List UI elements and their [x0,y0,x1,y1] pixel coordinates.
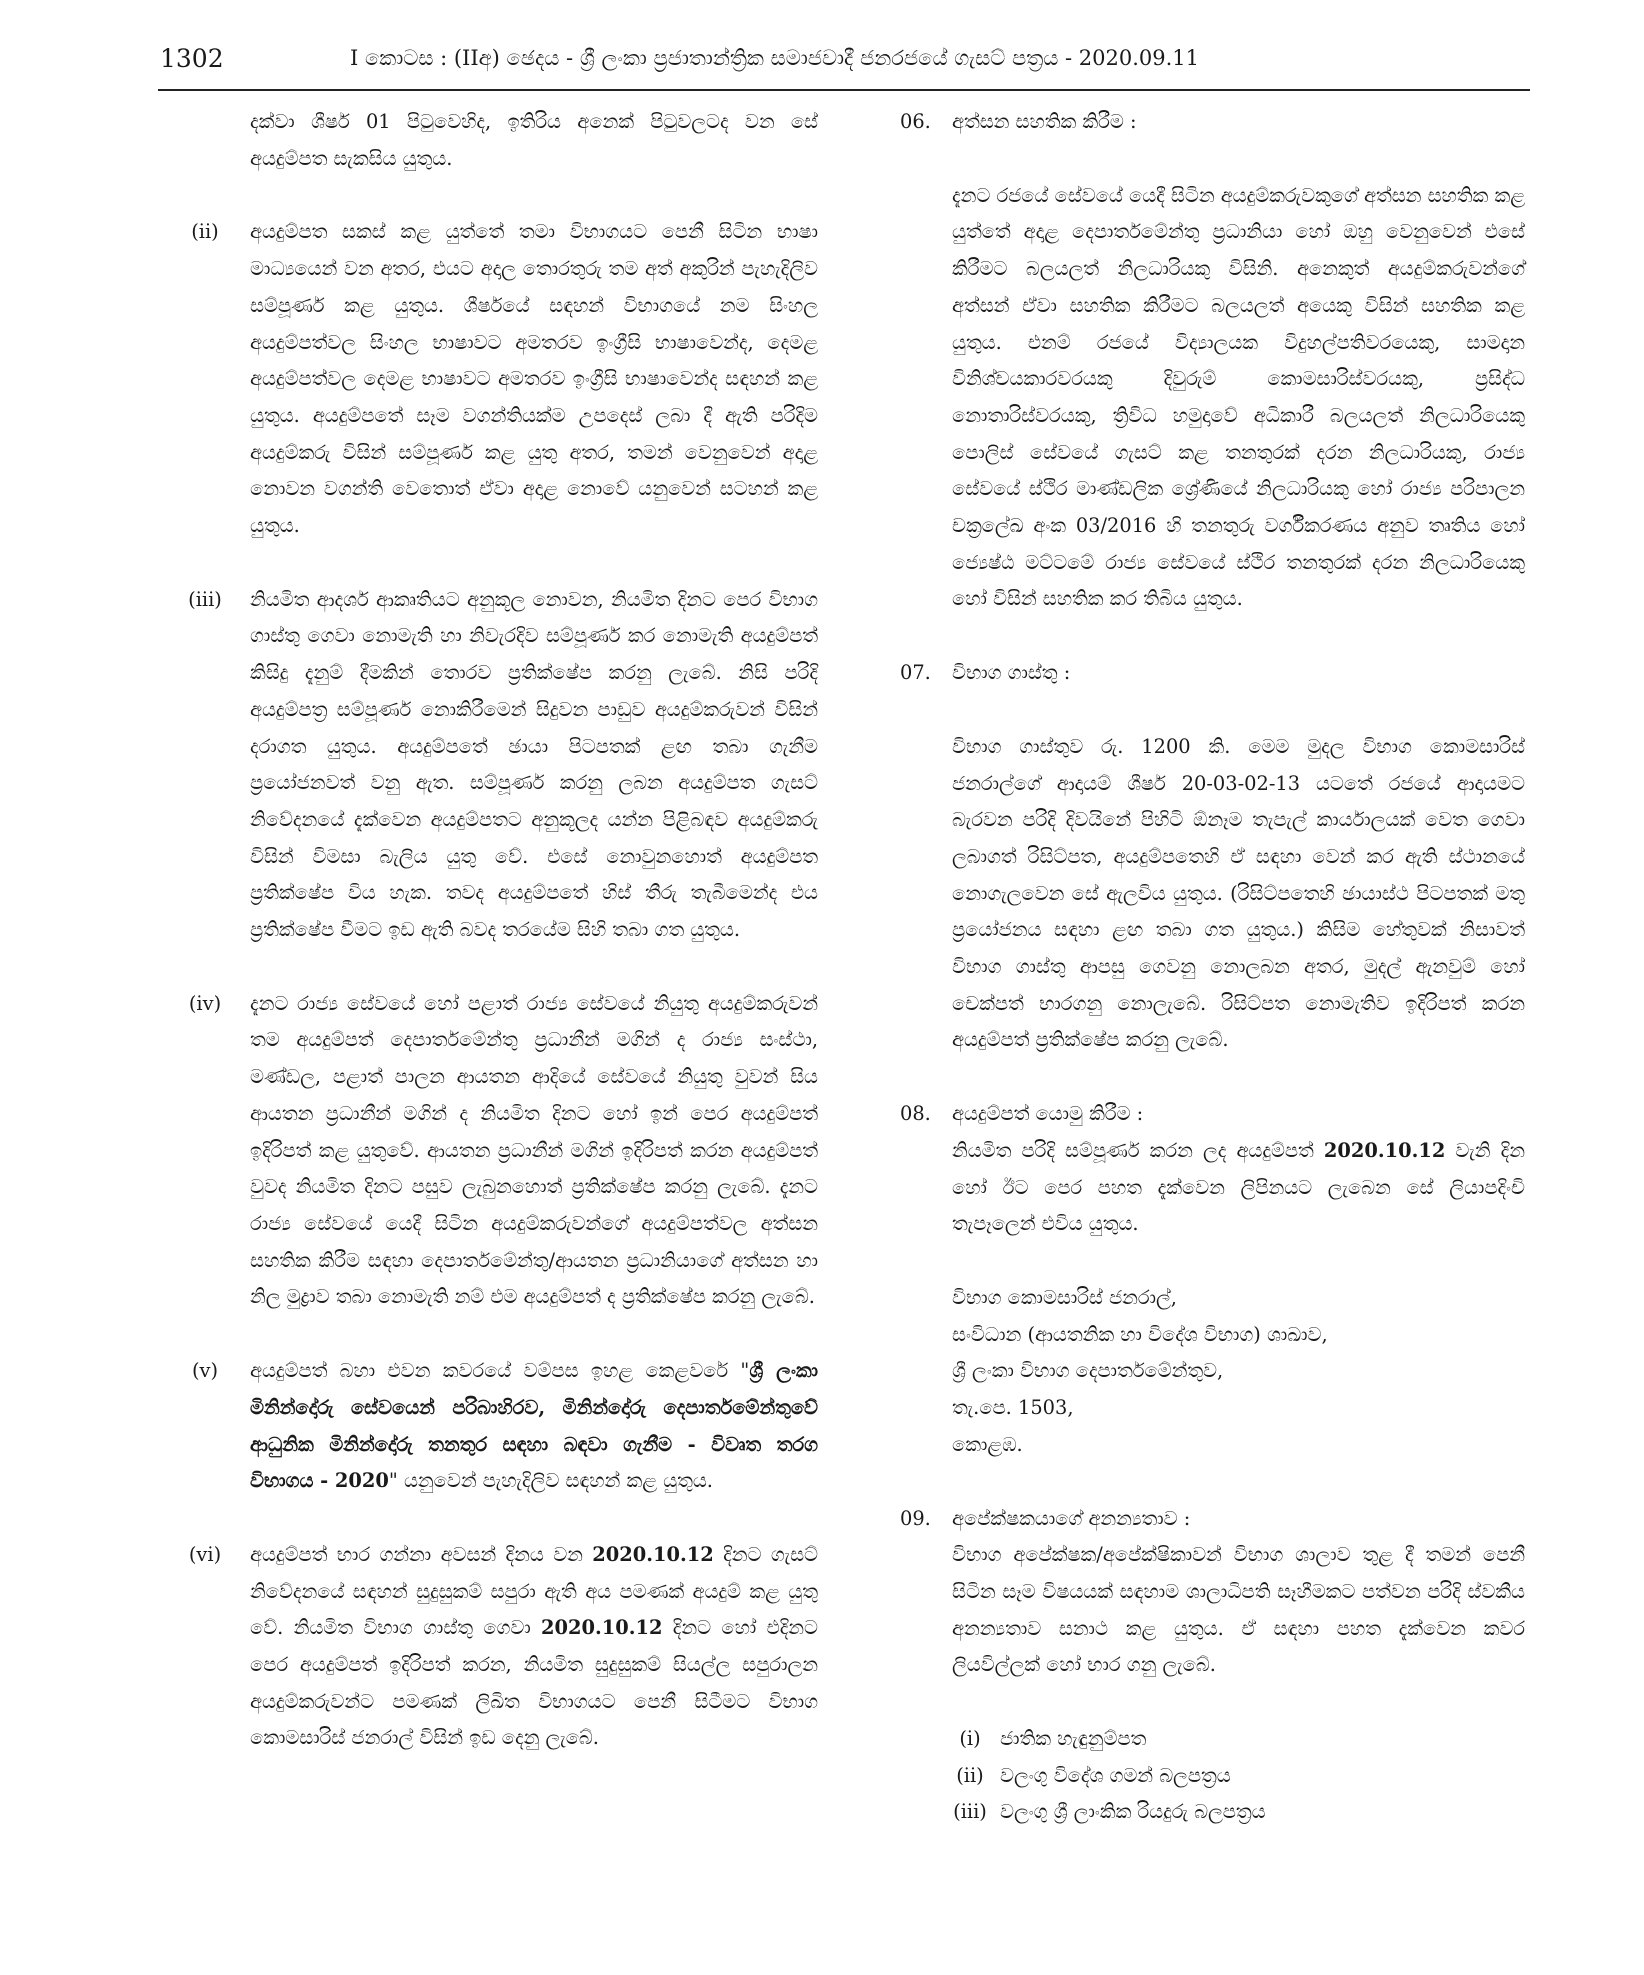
exam-title: ශ්‍රී ලංකා මිනින්දෝරු සේවයෙන් පරිබාහිරව, මිනින්දෝරු දෙපාර්තමේන්තුවේ ආධුනික මිනින්දෝරු තනතුර සඳහා බඳවා ගැනීම - විවෘත තරග විභාගය - 2020 [250,1359,818,1493]
list-number: (iii) [953,1800,987,1824]
running-head: I කොටස : (IIඅ) ඡෙදය - ශ්‍රී ලංකා ප්‍රජාතාන්ත්‍රික සමාජවාදී ජනරජයේ ගැසට් පත්‍රය - 2020.09.11 [350,46,1200,70]
section-body: විභාග ගාස්තුව රු. 1200 කි. මෙම මුදල විභාග කොමසාරිස් ජනරාල්ගේ ආදායම් ශීර්ෂ 20-03-02-13 යටතේ රජයේ ආදායමට බැරවන පරිදි දිවයිනේ පිහිටි ඕනෑම තැපැල් කාර්යාලයක් වෙත ගෙවා ලබාගත් රිසිට්පත, අයදුම්පතෙහි ඒ සඳහා වෙන් කර ඇති ස්ථානයේ නොගැලවෙන සේ ඇලවිය යුතුය. (රිසිට්පතෙහි ඡායාස්ථ පිටපතක් මතු ප්‍රයෝජනය සඳහා ළඟ තබා ගත යුතුය.) කිසිම හේතුවක් නිසාවත් විභාග ගාස්තු ආපසු ගෙවනු නොලබන අතර, මුදල් ඇනවුම් හෝ චෙක්පත් භාරගනු නොලැබේ. රිසිට්පත නොමැතිව ඉදිරිපත් කරන අයදුම්පත් ප්‍රතික්ෂේප කරනු ලැබේ. [952,734,1525,1052]
section-body: විභාග අපේක්ෂක/අපේක්ෂිකාවන් විභාග ශාලාව තුළ දී තමන් පෙනී සිටින සෑම විෂයයක් සඳහාම ශාලාධිපති සෑහීමකට පත්වන පරිදි ස්වකීය අනන්‍යතාව සනාථ කළ යුතුය. ඒ සඳහා පහත දැක්වෙන කවර ලියවිල්ලක් හෝ භාර ගනු ලැබේ. [952,1543,1525,1677]
address-line: ශ්‍රී ලංකා විභාග දෙපාර්තමේන්තුව, [952,1359,1224,1383]
section-08 [900,1096,1525,1243]
id-document-item [900,1758,1525,1795]
section-title: අපේක්ෂකයාගේ අනන්‍යතාව : [952,1506,1191,1530]
item-number: (iv) [188,991,222,1015]
section-07 [900,655,1525,1059]
closing-date: 2020.10.12 [592,1542,714,1566]
item-number: (v) [191,1359,219,1383]
item-iii [170,582,818,949]
item-vi: (vi) අයදුම්පත් භාර ගන්නා අවසන් දිනය වන 2020.10.12 දිනට ගැසට් නිවේදනයේ සඳහන් සුදුසුකම් සපුරා ඇති අය පමණක් අයදුම් කළ යුතු වේ. නියමිත විභාග ගාස්තු ගෙවා 2020.10.12 දිනට හෝ එදිනට පෙර අයදුම්පත් ඉදිරිපත් කරන, නියමිත සුදුසුකම් සියල්ල සපුරාලන අයදුම්කරුවන්ට පමණක් ලිඛිත විභාගයට පෙනී සිටීමට විභාග කොමසාරිස් ජනරාල් විසින් ඉඩ දෙනු ලැබේ. [170,1537,818,1757]
address-block [900,1280,1525,1464]
section-number: 06. [900,110,931,133]
item-number: (vi) [188,1542,222,1566]
list-number: (i) [959,1727,981,1751]
page-header [160,44,1530,88]
address-line: සංවිධාන (ආයතනික හා විදේශ විභාග) ශාඛාව, [952,1322,1328,1346]
section-09 [900,1501,1525,1685]
item-iv [170,986,818,1316]
address-line: තැ.පෙ. 1503, [952,1396,1074,1420]
list-text: ජාතික හැඳුනුම්පත [1000,1727,1147,1751]
item-v: (v) අයදුම්පත් බහා එවන කවරයේ වම්පස ඉහළ කෙළවරේ "ශ්‍රී ලංකා මිනින්දෝරු සේවයෙන් පරිබාහිරව, මිනින්දෝරු දෙපාර්තමේන්තුවේ ආධුනික මිනින්දෝරු තනතුර සඳහා බඳවා ගැනීම - විවෘත තරග විභාගය - 2020" යනුවෙන් පැහැදිලිව සඳහන් කළ යුතුය. [170,1353,818,1500]
section-number: 08. [900,1102,931,1126]
section-title: විභාග ගාස්තු : [952,661,1071,685]
intro-paragraph: දක්වා ශීර්ෂ 01 පිටුවෙහිද, ඉතිරිය අනෙක් පිටුවලටද වන සේ අයදුම්පත සැකසිය යුතුය. [250,110,818,170]
id-document-item [900,1794,1525,1831]
list-text: වලංගු විදේශ ගමන් බලපත්‍රය [1000,1763,1231,1787]
section-body: නියමිත පරිදි සම්පූර්ණ කරන ලද අයදුම්පත් 2020.10.12 වැනි දින හෝ ඊට පෙර පහත දැක්වෙන ලිපිනයට ලැබෙන සේ ලියාපදිංචි තැපෑලෙන් එවිය යුතුය. [952,1138,1525,1236]
item-number: (ii) [191,220,219,244]
id-document-item [900,1721,1525,1758]
item-text: අයදුම්පත සකස් කළ යුත්තේ තමා විභාගයට පෙනී සිටින භාෂා මාධ්‍යයෙන් වන අතර, එයට අදාල තොරතුරු තම අත් අකුරින් පැහැදිලිව සම්පූර්ණ කළ යුතුය. ශීර්ෂයේ සඳහන් විභාගයේ නම සිංහල අයදුම්පත්වල සිංහල භාෂාවට අමතරව ඉංග්‍රීසි භාෂාවෙන්ද, දෙමළ අයදුම්පත්වල දෙමළ භාෂාවට අමතරව ඉංග්‍රීසි භාෂාවෙන්ද සඳහන් කළ යුතුය. අයදුම්පතේ සෑම වගන්තියක්ම උපදෙස් ලබා දී ඇති පරිදිම අයදුම්කරු විසින් සම්පූර්ණ කළ යුතු අතර, තමන් වෙනුවෙන් අදාළ නොවන වගන්ති වෙතොත් ඒවා අදාළ නොවේ යනුවෙන් සටහන් කළ යුතුය. [250,220,818,538]
section-body: දැනට රජයේ සේවයේ යෙදී සිටින අයදුම්කරුවකුගේ අත්සන සහතික කළ යුත්තේ අදාළ දෙපාර්තමේන්තු ප්‍රධානියා හෝ ඔහු වෙනුවෙන් එසේ කිරීමට බලයලත් නිලධාරියකු විසිනි. අනෙකුත් අයදුම්කරුවන්ගේ අත්සන් ඒවා සහතික කිරීමට බලයලත් අයෙකු විසින් සහතික කළ යුතුය. එනම් රජයේ විද්‍යාලයක විදුහල්පතිවරයෙකු, සාමදාන විනිශ්චයකාරවරයකු දිවුරුම් කොමසාරිස්වරයකු, ප්‍රසිද්ධ නොතාරිස්වරයකු, ත්‍රිවිධ හමුදාවේ අධිකාරී බලයලත් නිලධාරියෙකු පොලිස් සේවයේ ගැසට් කළ තනතුරක් දරන නිලධාරියකු, රාජ්‍ය සේවයේ ස්ථිර මාණ්ඩලික ශ්‍රේණියේ නිලධාරියකු හෝ රාජ්‍ය පරිපාලන චක්‍රලේඛ අංක 03/2016 හි තනතුරු වර්ගීකරණය අනුව තෘතිය හෝ ජ්‍යෙෂ්ඨ මට්ටමේ රාජ්‍ය සේවයේ ස්ථිර තනතුරක් දරන නිලධාරියෙකු හෝ විසින් සහතික කර තිබිය යුතුය. [952,183,1525,611]
left-column [170,104,818,1757]
item-ii [170,214,818,544]
list-number: (ii) [956,1763,984,1787]
section-title: අයදුම්පත් යොමු කිරීම : [952,1102,1144,1126]
item-text: දැනට රාජ්‍ය සේවයේ හෝ පළාත් රාජ්‍ය සේවයේ නියුතු අයදුම්කරුවන් තම අයදුම්පත් දෙපාර්තමේන්තු ප්‍රධානීන් මගින් ද රාජ්‍ය සංස්ථා, මණ්ඩල, පළාත් පාලන ආයතන ආදියේ සේවයේ නියුතු වුවන් සිය ආයතන ප්‍රධානීන් මගින් ද නියමිත දිනට හෝ ඉන් පෙර අයදුම්පත් ඉදිරිපත් කළ යුතුවේ. ආයතන ප්‍රධානීන් මගින් ඉදිරිපත් කරන අයදුම්පත් වුවද නියමිත දිනට පසුව ලැබුනහොත් ප්‍රතික්ෂේප කරනු ලැබේ. දැනට රාජ්‍ය සේවයේ යෙදී සිටින අයදුම්කරුවන්ගේ අයදුම්පත්වල අත්සන සහතික කිරීම සඳහා දෙපාර්තමේන්තු/ආයතන ප්‍රධානියාගේ අත්සන හා නිල මුද්‍රාව තබා නොමැති නම් එම අයදුම්පත් ද ප්‍රතික්ෂේප කරනු ලැබේ. [250,991,818,1309]
item-text: නියමිත ආදර්ශ ආකෘතියට අනුකූල නොවන, නියමිත දිනට පෙර විභාග ගාස්තු ගෙවා නොමැති හා නිවැරදිව සම්පූර්ණ කර නොමැති අයදුම්පත් කිසිදු දැනුම් දීමකින් තොරව ප්‍රතික්ෂේප කරනු ලැබේ. නිසි පරිදි අයදුම්පත්‍ර සම්පූර්ණ නොකිරීමෙන් සිදුවන පාඩුව අයදුම්කරුවන් විසින් දරාගත යුතුය. අයදුම්පතේ ඡායා පිටපතක් ළඟ තබා ගැනීම ප්‍රයෝජනවත් වනු ඇත. සම්පූර්ණ කරනු ලබන අයදුම්පත ගැසට් නිවේදනයේ දැක්වෙන අයදුම්පතට අනුකූලද යන්න පිළිබඳව අයදුම්කරු විසින් විමසා බැලිය යුතු වේ. එසේ නොවුනහොත් අයදුම්පත ප්‍රතික්ෂේප විය හැක. තවද අයදුම්පතේ හිස් තීරු තැබීමෙන්ද එය ප්‍රතික්ෂේප වීමට ඉඩ ඇති බවද තරයේම සිහි තබා ගත යුතුය. [250,587,818,942]
address-line: කොළඹ. [952,1432,1023,1456]
section-06 [900,104,1525,618]
closing-date: 2020.10.12 [541,1616,663,1640]
section-title: අත්සන සහතික කිරීම : [952,110,1137,133]
right-column [900,104,1525,1831]
section-number: 07. [900,661,931,685]
item-number: (iii) [188,587,222,611]
page-number: 1302 [160,44,224,73]
section-number: 09. [900,1506,931,1530]
list-text: වලංගු ශ්‍රී ලාංකික රියදුරු බලපත්‍රය [1000,1800,1266,1824]
address-line: විභාග කොමසාරිස් ජනරාල්, [952,1285,1177,1309]
header-rule [158,89,1530,91]
submission-date: 2020.10.12 [1323,1138,1446,1162]
